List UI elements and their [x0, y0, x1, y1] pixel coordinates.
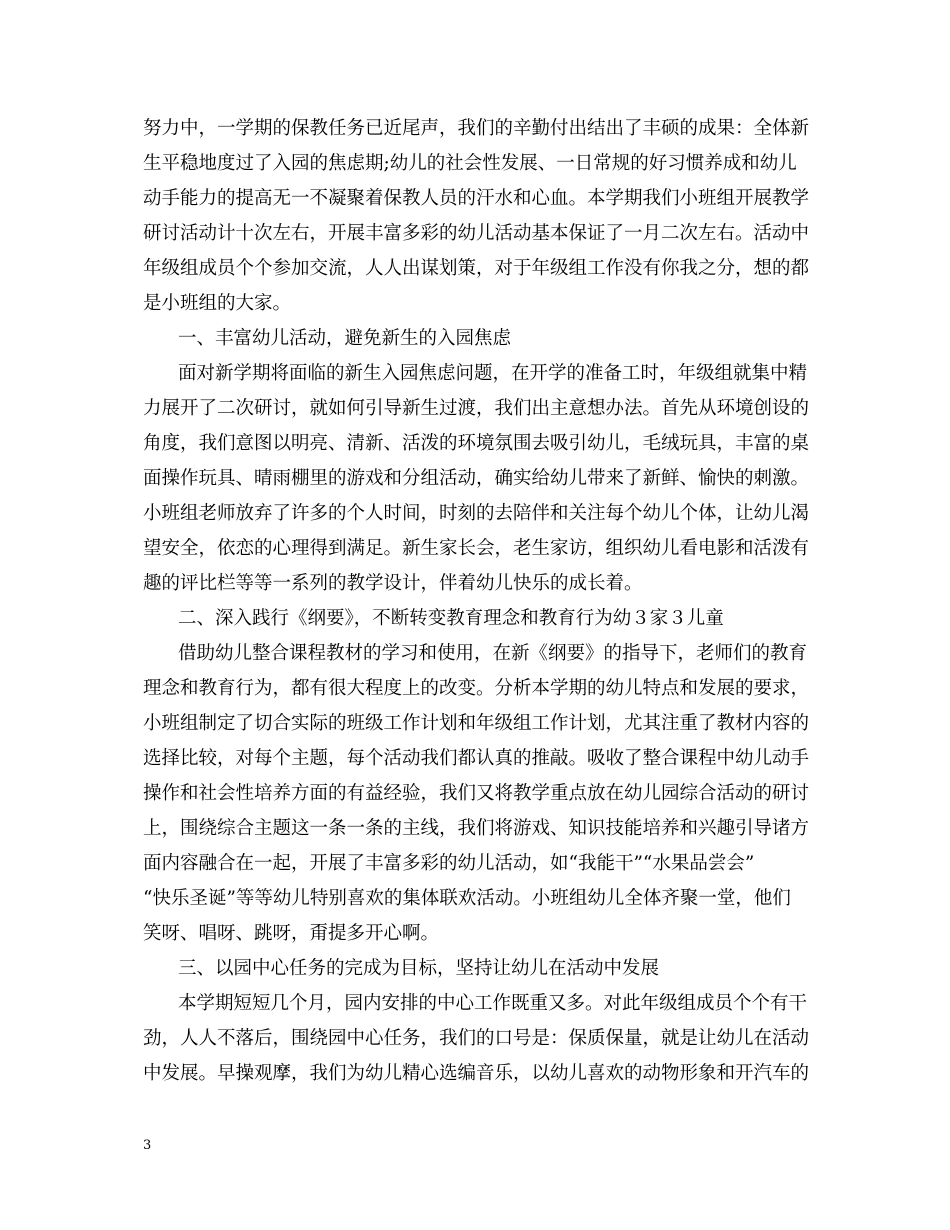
text-line: 动手能力的提高无一不凝聚着保教人员的汗水和心血。本学期我们小班组开展教学 — [143, 188, 810, 209]
text-line: “快乐圣诞”等等幼儿特别喜欢的集体联欢活动。小班组幼儿全体齐聚一堂，他们 — [143, 888, 791, 909]
text-line: 研讨活动计十次左右，开展丰富多彩的幼儿活动基本保证了一月二次左右。活动中 — [143, 223, 810, 244]
text-line: 小班组老师放弃了许多的个人时间，时刻的去陪伴和关注每个幼儿个体，让幼儿渴 — [143, 503, 810, 524]
section-heading: 二、深入践行《纲要》，不断转变教育理念和教育行为幼３家３儿童 — [178, 608, 724, 629]
text-line: 笑呀、唱呀、跳呀，甭提多开心啊。 — [143, 923, 440, 944]
text-line: 小班组制定了切合实际的班级工作计划和年级组工作计划，尤其注重了教材内容的 — [143, 713, 810, 734]
text-line: 面对新学期将面临的新生入园焦虑问题，在开学的准备工时，年级组就集中精 — [178, 363, 808, 384]
text-line: 上，围绕综合主题这一条一条的主线，我们将游戏、知识技能培养和兴趣引导诸方 — [143, 818, 810, 839]
text-line: 本学期短短几个月，园内安排的中心工作既重又多。对此年级组成员个个有干 — [178, 993, 808, 1014]
section-heading: 一、丰富幼儿活动，避免新生的入园焦虑 — [178, 328, 512, 349]
text-line: 面操作玩具、晴雨棚里的游戏和分组活动，确实给幼儿带来了新鲜、愉快的刺激。 — [143, 468, 810, 489]
text-line: 借助幼儿整合课程教材的学习和使用，在新《纲要》的指导下，老师们的教育 — [178, 643, 808, 664]
text-line: 面内容融合在一起，开展了丰富多彩的幼儿活动，如“我能干”“水果品尝会” — [143, 853, 755, 874]
page-number: 3 — [143, 1138, 152, 1153]
text-line: 操作和社会性培养方面的有益经验，我们又将教学重点放在幼儿园综合活动的研讨 — [143, 783, 810, 804]
text-line: 角度，我们意图以明亮、清新、活泼的环境氛围去吸引幼儿，毛绒玩具，丰富的桌 — [143, 433, 810, 454]
text-line: 选择比较，对每个主题，每个活动我们都认真的推敲。吸收了整合课程中幼儿动手 — [143, 748, 810, 769]
text-line: 劲，人人不落后，围绕园中心任务，我们的口号是：保质保量，就是让幼儿在活动 — [143, 1028, 810, 1049]
text-line: 力展开了二次研讨，就如何引导新生过渡，我们出主意想办法。首先从环境创设的 — [143, 398, 810, 419]
text-line: 望安全，依恋的心理得到满足。新生家长会，老生家访，组织幼儿看电影和活泼有 — [143, 538, 810, 559]
text-line: 中发展。早操观摩，我们为幼儿精心选编音乐，以幼儿喜欢的动物形象和开汽车的 — [143, 1063, 810, 1084]
text-line: 年级组成员个个参加交流，人人出谋划策，对于年级组工作没有你我之分，想的都 — [143, 258, 810, 279]
text-line: 是小班组的大家。 — [143, 293, 292, 314]
text-line: 趣的评比栏等等一系列的教学设计，伴着幼儿快乐的成长着。 — [143, 573, 643, 594]
text-line: 生平稳地度过了入园的焦虑期;幼儿的社会性发展、一日常规的好习惯养成和幼儿 — [143, 153, 797, 174]
text-line: 努力中，一学期的保教任务已近尾声，我们的辛勤付出结出了丰硕的成果：全体新 — [143, 118, 810, 139]
text-line: 理念和教育行为，都有很大程度上的改变。分析本学期的幼儿特点和发展的要求， — [143, 678, 810, 699]
section-heading: 三、以园中心任务的完成为目标，坚持让幼儿在活动中发展 — [178, 958, 660, 979]
